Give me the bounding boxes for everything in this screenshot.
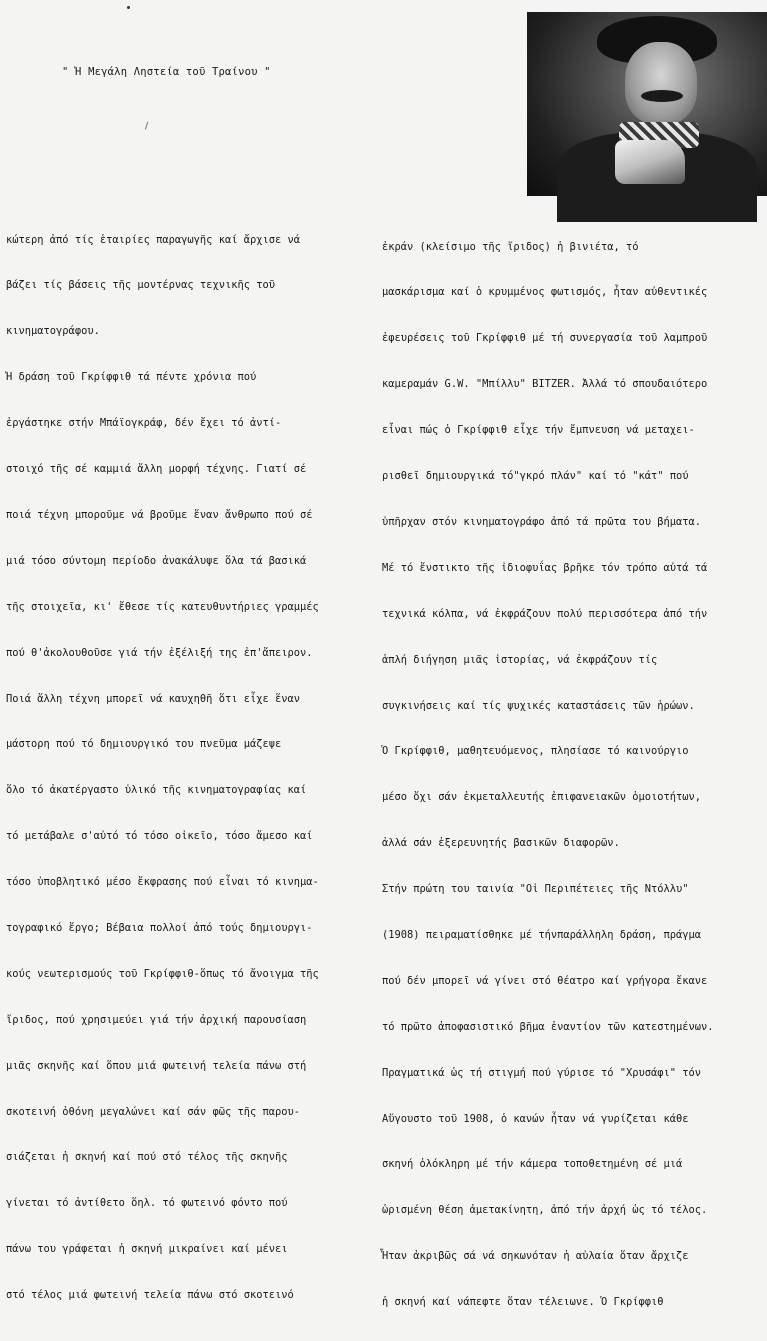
text-line: ὅλο τό ἀκατέργαστο ὑλικό τῆς κινηματογραφίας καί bbox=[6, 784, 307, 797]
text-line: μασκάρισμα καί ὁ κρυμμένος φωτισμός, ἦταν αὐθεντικές bbox=[382, 286, 708, 299]
text-line: συγκινήσεις καί τίς ψυχικές καταστάσεις τῶν ἡρώων. bbox=[382, 699, 695, 712]
photo-figure-gun bbox=[615, 140, 685, 184]
text-line: τό μετάβαλε σ'αὐτό τό τόσο οἰκεῖο, τόσο ἄμεσο καί bbox=[6, 830, 313, 843]
text-line: Αὔγουστο τοῦ 1908, ὁ κανών ἦταν νά γυρίζεται κάθε bbox=[382, 1112, 689, 1125]
text-line: ἁπλή διήγηση μιᾶς ἱστορίας, νά ἐκφράζουν τίς bbox=[382, 653, 658, 666]
text-line: (1908) πειραματίσθηκε μέ τήνπαράλληλη δράση, πράγμα bbox=[382, 928, 702, 941]
text-line: σκοτεινή ὀθόνη μεγαλώνει καί σάν φῶς τῆς παρου- bbox=[6, 1105, 301, 1118]
text-line: τόσο ὑποβλητικό μέσο ἔκφρασης πού εἶναι τό κινημα- bbox=[6, 876, 319, 889]
text-line: μιά τόσο σύντομη περίοδο ἀνακάλυψε ὅλα τά βασικά bbox=[6, 554, 307, 567]
text-line: πάνω του γράφεται ἡ σκηνή μικραίνει καί μένει bbox=[6, 1243, 288, 1256]
text-line: ὡρισμένη θέση ἀμετακίνητη, ἀπό τήν ἀρχή ὡς τό τέλος. bbox=[382, 1204, 708, 1217]
text-line: βάζει τίς βάσεις τῆς μοντέρνας τεχνικῆς τοῦ bbox=[6, 279, 275, 292]
photo-caption: " Ἡ Μεγάλη Ληστεία τοῦ Τραίνου " bbox=[62, 66, 271, 78]
text-line: σκηνή ὁλόκληρη μέ τήν κάμερα τοποθετημένη σέ μιά bbox=[382, 1158, 683, 1171]
text-line: Ἡ δράση τοῦ Γκρίφφιθ τά πέντε χρόνια πού bbox=[6, 371, 257, 384]
text-line: Πραγματικά ὡς τή στιγμή πού γύρισε τό "Χρυσάφι" τόν bbox=[382, 1066, 702, 1079]
text-line: κώτερη ἀπό τίς ἑταιρίες παραγωγῆς καί ἄρχισε νά bbox=[6, 233, 301, 246]
text-line: τεχνικά κόλπα, νά ἐκφράζουν πολύ περισσότερα ἀπό τήν bbox=[382, 607, 708, 620]
text-line: Στήν πρώτη του ταινία "Οἱ Περιπέτειες τῆς Ντόλλυ" bbox=[382, 883, 689, 896]
text-line: ποιά τέχνη μποροῦμε νά βροῦμε ἕναν ἄνθρωπο πού σέ bbox=[6, 508, 313, 521]
text-line: ἐκράν (κλείσιμο τῆς ἴριδος) ἡ βινιέτα, τό bbox=[382, 240, 639, 253]
ink-dot bbox=[127, 6, 130, 9]
text-line: μάστορη πού τό δημιουργικό του πνεῦμα μάζεψε bbox=[6, 738, 282, 751]
right-text-column bbox=[382, 209, 767, 1341]
text-line: τῆς στοιχεῖα, κι' ἔθεσε τίς κατευθυντήριες γραμμές bbox=[6, 600, 319, 613]
photo-figure-face bbox=[625, 42, 697, 124]
text-line: ρισθεῖ δημιουργικά τό"γκρό πλάν" καί τό "κάτ" πού bbox=[382, 470, 689, 483]
text-line: σιάζεται ἡ σκηνή καί πού στό τέλος τῆς σκηνῆς bbox=[6, 1151, 288, 1164]
text-line: καμεραμάν G.W. "Μπίλλυ" BITZER. Ἀλλά τό σπουδαιότερο bbox=[382, 378, 708, 391]
text-line: Ὁ Γκρίφφιθ, μαθητευόμενος, πλησίασε τό καινούργιο bbox=[382, 745, 689, 758]
text-line: εἶναι πώς ὁ Γκρίφφιθ εἶχε τήν ἔμπνευση νά μεταχει- bbox=[382, 424, 695, 437]
text-line: Ποιά ἄλλη τέχνη μπορεῖ νά καυχηθῆ ὅτι εἶχε ἕναν bbox=[6, 692, 301, 705]
left-text-column bbox=[6, 202, 386, 1334]
text-line: ἐφευρέσεις τοῦ Γκρίφφιθ μέ τή συνεργασία τοῦ λαμπροῦ bbox=[382, 332, 708, 345]
text-line: Μέ τό ἔνστικτο τῆς ἰδιοφυΐας βρῆκε τόν τρόπο αὐτά τά bbox=[382, 561, 708, 574]
text-line: ἴριδος, πού χρησιμεύει γιά τήν ἀρχική παρουσίαση bbox=[6, 1013, 307, 1026]
text-line: κινηματογράφου. bbox=[6, 325, 100, 338]
pencil-mark bbox=[145, 122, 151, 131]
text-line: ὑπῆρχαν στόν κινηματογράφο ἀπό τά πρῶτα του βήματα. bbox=[382, 515, 702, 528]
text-line: Ἦταν ἀκριβῶς σά νά σηκωνόταν ἡ αὐλαία ὅταν ἄρχιζε bbox=[382, 1250, 689, 1263]
film-still-photo bbox=[527, 12, 767, 196]
text-line: ἡ σκηνή καί νάπεφτε ὅταν τέλειωνε. Ὁ Γκρίφφιθ bbox=[382, 1296, 664, 1309]
text-line: γίνεται τό ἀντίθετο ὅηλ. τό φωτεινό φόντο πού bbox=[6, 1197, 288, 1210]
text-line: πού θ'ἀκολουθοῦσε γιά τήν ἐξέλιξή της ἐπ'ἄπειρον. bbox=[6, 646, 313, 659]
photo-figure-mustache bbox=[641, 90, 683, 102]
text-line: ἐργάστηκε στήν Μπάϊογκράφ, δέν ἔχει τό ἀντί- bbox=[6, 417, 282, 430]
text-line: ἀλλά σάν ἐξερευνητής βασικῶν διαφορῶν. bbox=[382, 837, 620, 850]
text-line: στοιχό τῆς σέ καμμιά ἄλλη μορφή τέχνης. Γιατί σέ bbox=[6, 463, 307, 476]
text-line: τό πρῶτο ἀποφασιστικό βῆμα ἐναντίον τῶν κατεστημένων. bbox=[382, 1020, 714, 1033]
text-line: μιᾶς σκηνῆς καί ὅπου μιά φωτεινή τελεία πάνω στή bbox=[6, 1059, 307, 1072]
text-line: στό τέλος μιά φωτεινή τελεία πάνω στό σκοτεινό bbox=[6, 1289, 294, 1302]
text-line: μέσο ὄχι σάν ἐκμεταλλευτής ἐπιφανειακῶν ὁμοιοτήτων, bbox=[382, 791, 702, 804]
text-line: τογραφικό ἔργο; Βέβαια πολλοί ἀπό τούς δημιουργι- bbox=[6, 921, 313, 934]
text-line: πού δέν μπορεῖ νά γίνει στό θέατρο καί γρήγορα ἔκανε bbox=[382, 974, 708, 987]
text-line: κούς νεωτερισμούς τοῦ Γκρίφφιθ-ὅπως τό ἄνοιγμα τῆς bbox=[6, 967, 319, 980]
